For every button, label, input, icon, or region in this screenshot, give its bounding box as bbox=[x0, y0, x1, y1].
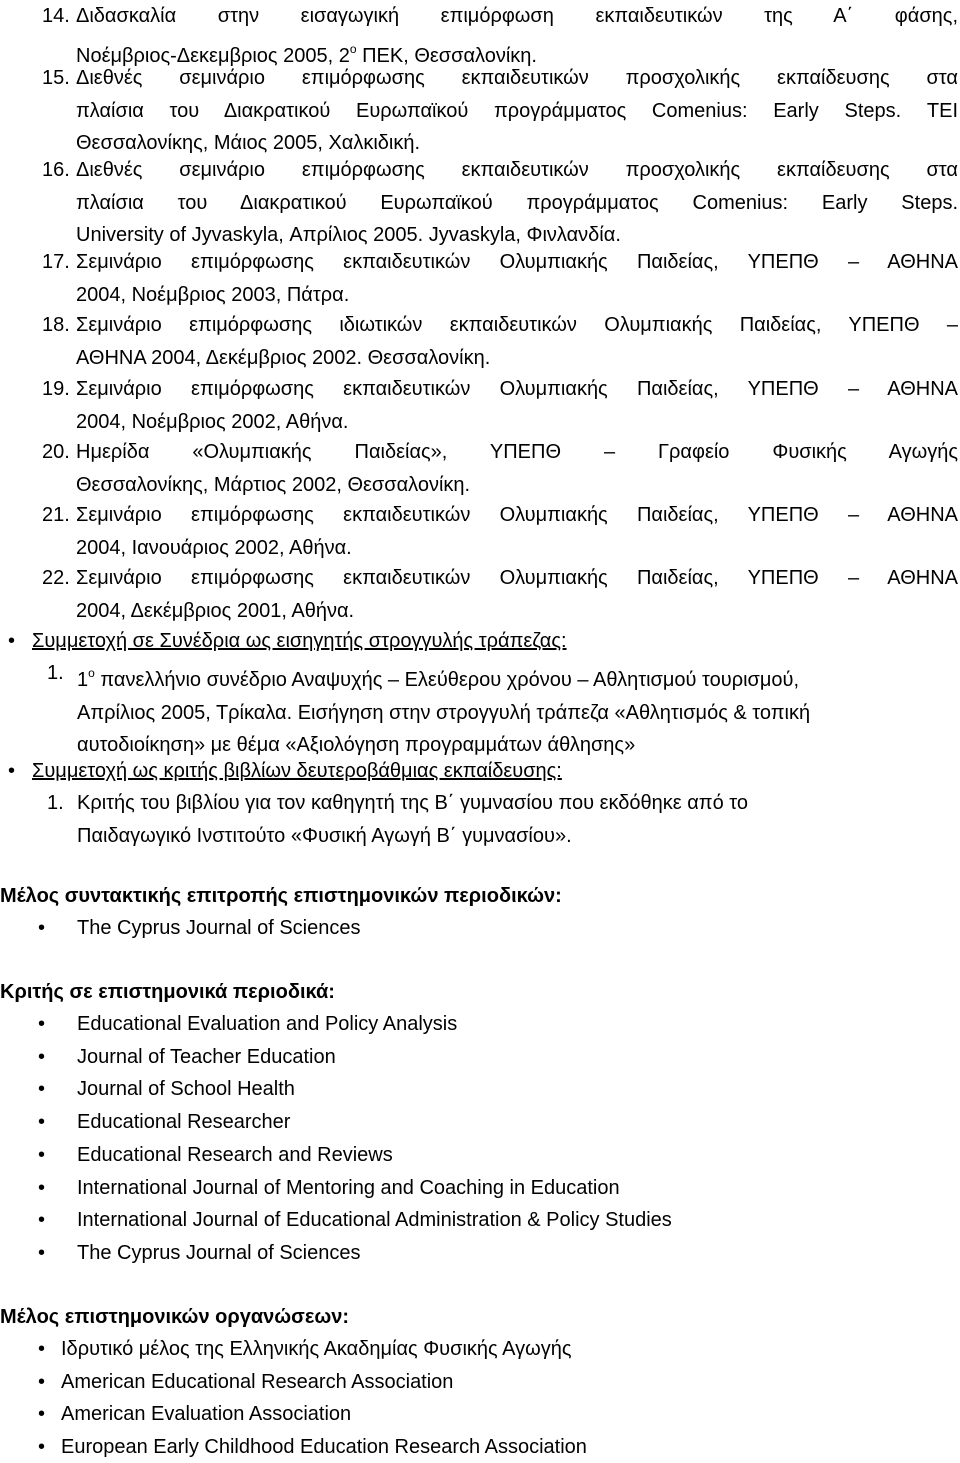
item-text: Educational Evaluation and Policy Analysis bbox=[77, 1013, 458, 1035]
item-text: University of Jyvaskyla, Απρίλιος 2005. Jyvaskyla, Φινλανδία. bbox=[76, 224, 621, 246]
item-text: Παιδαγωγικό Ινστιτούτο «Φυσική Αγωγή Β΄ γυμνασίου». bbox=[77, 824, 572, 847]
item-text: Κριτής του βιβλίου για τον καθηγητή της Β΄ γυμνασίου που εκδόθηκε από το bbox=[77, 792, 749, 814]
bullet-icon: • bbox=[8, 760, 16, 782]
bullet-icon: • bbox=[38, 1078, 46, 1100]
item-text: Σεμινάριο επιμόρφωσης ιδιωτικών εκπαιδευτικών Ολυμπιακής Παιδείας, ΥΠΕΠΘ – bbox=[76, 314, 958, 336]
item-text: Educational Research and Reviews bbox=[77, 1144, 393, 1166]
list-item bbox=[38, 1041, 938, 1073]
item-text: Ημερίδα «Ολυμπιακής Παιδείας», ΥΠΕΠΘ – Γραφείο Φυσικής Αγωγής bbox=[76, 441, 958, 463]
item-text: The Cyprus Journal of Sciences bbox=[77, 917, 361, 939]
list-item bbox=[42, 436, 958, 501]
item-text: Σεμινάριο επιμόρφωσης εκπαιδευτικών Ολυμπιακής Παιδείας, ΥΠΕΠΘ – ΑΘΗΝΑ bbox=[76, 567, 958, 589]
list-item bbox=[42, 373, 958, 438]
item-text: American Educational Research Association bbox=[61, 1371, 454, 1393]
list-item bbox=[38, 1431, 938, 1463]
superscript: ο bbox=[88, 666, 95, 680]
item-text: πλαίσια του Διακρατικού Ευρωπαϊκού προγράμματος Comenius: Early Steps. bbox=[76, 191, 958, 214]
list-item bbox=[38, 1237, 938, 1269]
item-text: 2004, Ιανουάριος 2002, Αθήνα. bbox=[76, 536, 352, 559]
list-item bbox=[47, 787, 958, 852]
item-text: The Cyprus Journal of Sciences bbox=[77, 1242, 361, 1264]
list-item bbox=[38, 1073, 938, 1105]
item-text: πλαίσια του Διακρατικού Ευρωπαϊκού προγράμματος Comenius: Early Steps. ΤΕΙ bbox=[76, 99, 958, 122]
bullet-icon: • bbox=[38, 1209, 46, 1231]
bullet-icon: • bbox=[38, 1046, 46, 1068]
item-number: 20. bbox=[42, 441, 70, 463]
item-number: 15. bbox=[42, 67, 70, 89]
item-number: 22. bbox=[42, 567, 70, 589]
section-title: Συμμετοχή σε Συνέδρια ως εισηγητής στρογγυλής τράπεζας: bbox=[32, 630, 567, 652]
item-text: 1 bbox=[77, 669, 89, 691]
bullet-icon: • bbox=[38, 1242, 46, 1264]
item-text: 2004, Νοέμβριος 2003, Πάτρα. bbox=[76, 283, 350, 306]
item-text: Journal of Teacher Education bbox=[77, 1046, 336, 1068]
item-number: 17. bbox=[42, 251, 70, 273]
item-text: Θεσσαλονίκης, Μάιος 2005, Χαλκιδική. bbox=[76, 132, 421, 154]
item-text: Διεθνές σεμινάριο επιμόρφωσης εκπαιδευτικών προσχολικής εκπαίδευσης στα bbox=[76, 67, 958, 89]
item-text: πανελλήνιο συνέδριο Αναψυχής – Ελεύθερου χρόνου – Αθλητισμού τουρισμού, bbox=[94, 669, 800, 691]
item-text: Διδασκαλία στην εισαγωγική επιμόρφωση εκπαιδευτικών της Α΄ φάσης, bbox=[76, 5, 958, 27]
item-text: Σεμινάριο επιμόρφωσης εκπαιδευτικών Ολυμπιακής Παιδείας, ΥΠΕΠΘ – ΑΘΗΝΑ bbox=[76, 504, 958, 526]
item-text: Θεσσαλονίκης, Μάρτιος 2002, Θεσσαλονίκη. bbox=[76, 473, 471, 496]
item-number: 16. bbox=[42, 159, 70, 181]
list-item bbox=[42, 154, 958, 252]
bullet-icon: • bbox=[38, 917, 46, 939]
list-item bbox=[42, 562, 958, 627]
item-number: 1. bbox=[47, 792, 64, 814]
superscript: ο bbox=[349, 41, 357, 56]
item-text: ΠΕΚ, Θεσσαλονίκη. bbox=[356, 44, 537, 67]
section-bullet-book-reviewer bbox=[0, 755, 958, 787]
list-item bbox=[42, 62, 958, 160]
section-bullet-conferences bbox=[0, 625, 958, 657]
list-item bbox=[42, 246, 958, 311]
section-heading-editorial: Μέλος συντακτικής επιτροπής επιστημονικών περιοδικών: bbox=[0, 885, 562, 907]
item-text: Νοέμβριος-Δεκεμβριος 2005, 2 bbox=[76, 44, 350, 67]
item-number: 18. bbox=[42, 314, 70, 336]
item-text: Σεμινάριο επιμόρφωσης εκπαιδευτικών Ολυμπιακής Παιδείας, ΥΠΕΠΘ – ΑΘΗΝΑ bbox=[76, 251, 958, 273]
bullet-icon: • bbox=[38, 1371, 46, 1393]
section-heading-organizations: Μέλος επιστημονικών οργανώσεων: bbox=[0, 1306, 349, 1328]
item-text: European Early Childhood Education Research Association bbox=[61, 1436, 587, 1458]
item-text: 2004, Νοέμβριος 2002, Αθήνα. bbox=[76, 410, 349, 433]
bullet-icon: • bbox=[8, 630, 16, 652]
list-item bbox=[38, 1106, 938, 1138]
list-item bbox=[38, 1139, 938, 1171]
item-text: 2004, Δεκέμβριος 2001, Αθήνα. bbox=[76, 599, 355, 622]
list-item bbox=[42, 499, 958, 564]
item-text: Journal of School Health bbox=[77, 1078, 295, 1100]
item-text: αυτοδιοίκηση» με θέμα «Αξιολόγηση προγραμμάτων άθλησης» bbox=[77, 734, 636, 756]
item-text: International Journal of Educational Administration & Policy Studies bbox=[77, 1209, 672, 1231]
item-text: Απρίλιος 2005, Τρίκαλα. Εισήγηση στην στρογγυλή τράπεζα «Αθλητισμός & τοπική bbox=[77, 701, 811, 724]
item-text: International Journal of Mentoring and Coaching in Education bbox=[77, 1177, 620, 1199]
item-text: ΑΘΗΝΑ 2004, Δεκέμβριος 2002. Θεσσαλονίκη. bbox=[76, 346, 491, 369]
item-text: American Evaluation Association bbox=[61, 1403, 352, 1425]
bullet-icon: • bbox=[38, 1403, 46, 1425]
bullet-icon: • bbox=[38, 1111, 46, 1133]
item-text: Σεμινάριο επιμόρφωσης εκπαιδευτικών Ολυμπιακής Παιδείας, ΥΠΕΠΘ – ΑΘΗΝΑ bbox=[76, 378, 958, 400]
item-text: Ιδρυτικό μέλος της Ελληνικής Ακαδημίας Φυσικής Αγωγής bbox=[61, 1338, 572, 1360]
list-item bbox=[38, 1333, 938, 1365]
item-number: 1. bbox=[47, 662, 64, 684]
list-item bbox=[38, 1204, 938, 1236]
bullet-icon: • bbox=[38, 1436, 46, 1458]
list-item bbox=[42, 309, 958, 374]
list-item bbox=[38, 912, 938, 944]
list-item bbox=[38, 1008, 938, 1040]
item-number: 14. bbox=[42, 5, 70, 27]
list-item bbox=[47, 657, 958, 762]
list-item bbox=[38, 1172, 938, 1204]
bullet-icon: • bbox=[38, 1338, 46, 1360]
bullet-icon: • bbox=[38, 1177, 46, 1199]
list-item bbox=[38, 1398, 938, 1430]
item-text: Educational Researcher bbox=[77, 1111, 291, 1133]
item-number: 21. bbox=[42, 504, 70, 526]
section-title: Συμμετοχή ως κριτής βιβλίων δευτεροβάθμιας εκπαίδευσης: bbox=[32, 760, 562, 782]
bullet-icon: • bbox=[38, 1144, 46, 1166]
bullet-icon: • bbox=[38, 1013, 46, 1035]
item-number: 19. bbox=[42, 378, 70, 400]
item-text: Διεθνές σεμινάριο επιμόρφωσης εκπαιδευτικών προσχολικής εκπαίδευσης στα bbox=[76, 159, 958, 181]
list-item bbox=[38, 1366, 938, 1398]
section-heading-journal-reviewer: Κριτής σε επιστημονικά περιοδικά: bbox=[0, 981, 335, 1003]
